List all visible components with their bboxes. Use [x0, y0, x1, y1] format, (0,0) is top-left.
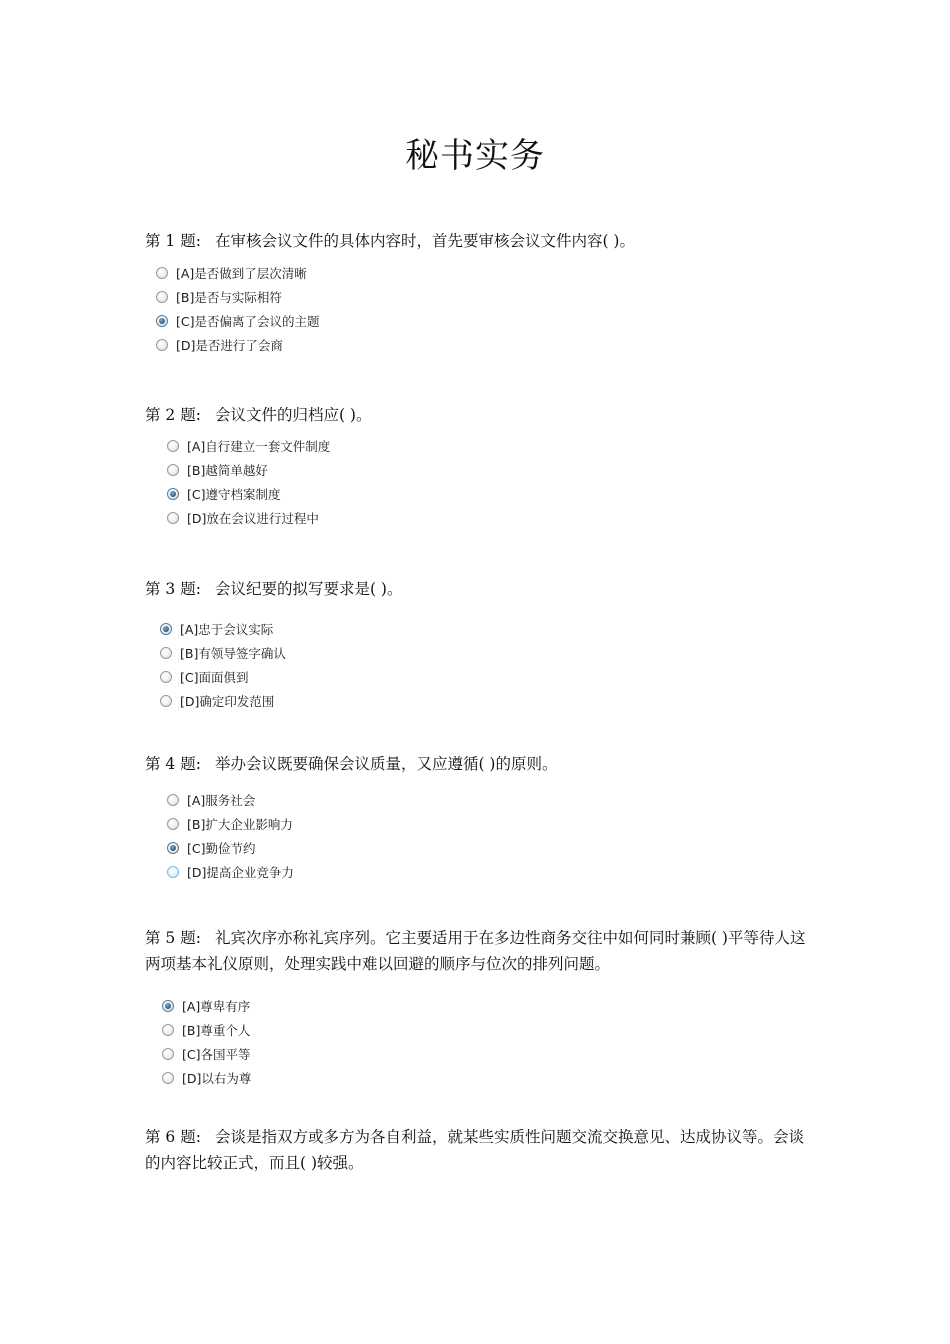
question-text: 第 2 题: 会议文件的归档应( )。: [145, 406, 372, 424]
option-b[interactable]: [B]有领导签字确认: [160, 643, 286, 663]
radio-button[interactable]: [162, 1048, 174, 1060]
radio-button[interactable]: [167, 488, 179, 500]
radio-button[interactable]: [156, 267, 168, 279]
question-number: 第 3 题:: [145, 580, 201, 598]
question-number: 第 5 题:: [145, 929, 201, 947]
question-text: 第 3 题: 会议纪要的拟写要求是( )。: [145, 580, 403, 598]
option-b[interactable]: [B]扩大企业影响力: [167, 814, 293, 834]
option-c[interactable]: [C]勤俭节约: [167, 838, 255, 858]
radio-button[interactable]: [162, 1072, 174, 1084]
radio-button[interactable]: [167, 818, 179, 830]
question-5: [145, 925, 815, 1086]
option-d[interactable]: [D]是否进行了会商: [156, 335, 283, 355]
radio-button[interactable]: [160, 671, 172, 683]
radio-button[interactable]: [167, 512, 179, 524]
question-text: 第 4 题: 举办会议既要确保会议质量，又应遵循( )的原则。: [145, 755, 558, 773]
option-a[interactable]: [A]自行建立一套文件制度: [167, 436, 330, 456]
radio-button[interactable]: [162, 1024, 174, 1036]
radio-button[interactable]: [160, 647, 172, 659]
question-2: [145, 402, 815, 526]
question-number: 第 6 题:: [145, 1128, 201, 1146]
question-number: 第 4 题:: [145, 755, 201, 773]
radio-button[interactable]: [167, 842, 179, 854]
question-number: 第 2 题:: [145, 406, 201, 424]
option-c[interactable]: [C]是否偏离了会议的主题: [156, 311, 319, 331]
radio-button[interactable]: [156, 291, 168, 303]
question-4: [145, 751, 815, 880]
radio-button[interactable]: [167, 464, 179, 476]
radio-button[interactable]: [156, 315, 168, 327]
option-d[interactable]: [D]以右为尊: [162, 1068, 251, 1088]
option-a[interactable]: [A]服务社会: [167, 790, 255, 810]
option-a[interactable]: [A]是否做到了层次清晰: [156, 263, 307, 283]
radio-button[interactable]: [156, 339, 168, 351]
radio-button[interactable]: [167, 866, 179, 878]
option-d[interactable]: [D]放在会议进行过程中: [167, 508, 319, 528]
radio-button[interactable]: [167, 440, 179, 452]
option-c[interactable]: [C]面面俱到: [160, 667, 248, 687]
question-1: [145, 228, 815, 353]
question-3: [145, 576, 815, 709]
question-text: 第 6 题: 会谈是指双方或多方为各自利益，就某些实质性问题交流交换意见、达成协议等。会谈的内容比较正式，而且( )较强。: [145, 1128, 804, 1172]
question-text: 第 5 题: 礼宾次序亦称礼宾序列。它主要适用于在多边性商务交往中如何同时兼顾( )平等待人这两项基本礼仪原则，处理实践中难以回避的顺序与位次的排列问题。: [145, 929, 806, 973]
option-b[interactable]: [B]越简单越好: [167, 460, 268, 480]
radio-button[interactable]: [160, 623, 172, 635]
option-a[interactable]: [A]忠于会议实际: [160, 619, 273, 639]
radio-button[interactable]: [167, 794, 179, 806]
option-b[interactable]: [B]是否与实际相符: [156, 287, 282, 307]
page-title: 秘书实务: [405, 136, 545, 176]
option-b[interactable]: [B]尊重个人: [162, 1020, 250, 1040]
question-number: 第 1 题:: [145, 232, 201, 250]
option-a[interactable]: [A]尊卑有序: [162, 996, 250, 1016]
radio-button[interactable]: [160, 695, 172, 707]
radio-button[interactable]: [162, 1000, 174, 1012]
option-d[interactable]: [D]提高企业竞争力: [167, 862, 294, 882]
question-text: 第 1 题: 在审核会议文件的具体内容时，首先要审核会议文件内容( )。: [145, 232, 635, 250]
question-6: [145, 1124, 815, 1176]
option-d[interactable]: [D]确定印发范围: [160, 691, 274, 711]
option-c[interactable]: [C]各国平等: [162, 1044, 250, 1064]
option-c[interactable]: [C]遵守档案制度: [167, 484, 280, 504]
